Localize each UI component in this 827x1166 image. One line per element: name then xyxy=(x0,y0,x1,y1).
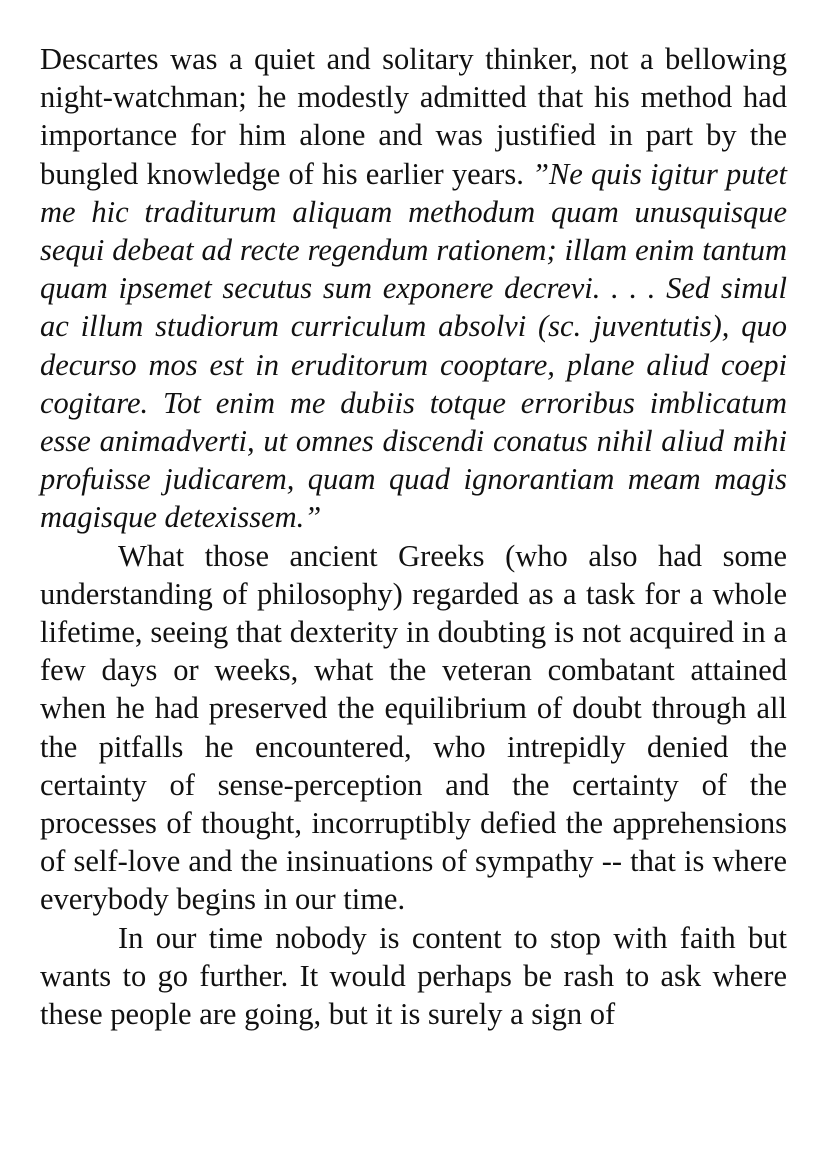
paragraph-descartes-text: Descartes was a quiet and solitary thinker, not a bellowing night-watchman; he modestly admitted that his method had importance for him alone and was justified in part by the bungled knowledge of his earlier years. xyxy=(40,42,787,191)
paragraph-descartes xyxy=(40,40,787,537)
paragraph-our-time: In our time nobody is content to stop with faith but wants to go further. It would perhaps be rash to ask where these people are going, but it is surely a sign of xyxy=(40,920,787,1032)
latin-quotation: ”Ne quis igitur putet me hic traditurum aliquam methodum quam unusquisque sequi debeat ad recte regendum rationem; illam enim tantum quam ipsemet secutus sum exponere decrevi. . . . Sed simul ac illum studiorum curriculum absolvi (sc. juventutis), quo decurso mos est in eruditorum cooptare, plane aliud coepi cogitare. Tot enim me dubiis totque erroribus imblicatum esse animadverti, ut omnes discendi conatus nihil aliud mihi profuisse judicarem, quam quad ignorantiam meam magis magisque detexissem.” xyxy=(40,156,787,535)
paragraph-ancient-greeks: What those ancient Greeks (who also had some understanding of philosophy) regarded as a task for a whole lifetime, seeing that dexterity in doubting is not acquired in a few days or weeks, what the veteran combatant attained when he had preserved the equilibrium of doubt through all the pitfalls he encountered, who intrepidly denied the certainty of sense-perception and the certainty of the processes of thought, incorruptibly defied the apprehensions of self-love and the insinuations of sympathy -- that is where everybody begins in our time. xyxy=(40,538,787,917)
document-page xyxy=(40,40,787,1033)
